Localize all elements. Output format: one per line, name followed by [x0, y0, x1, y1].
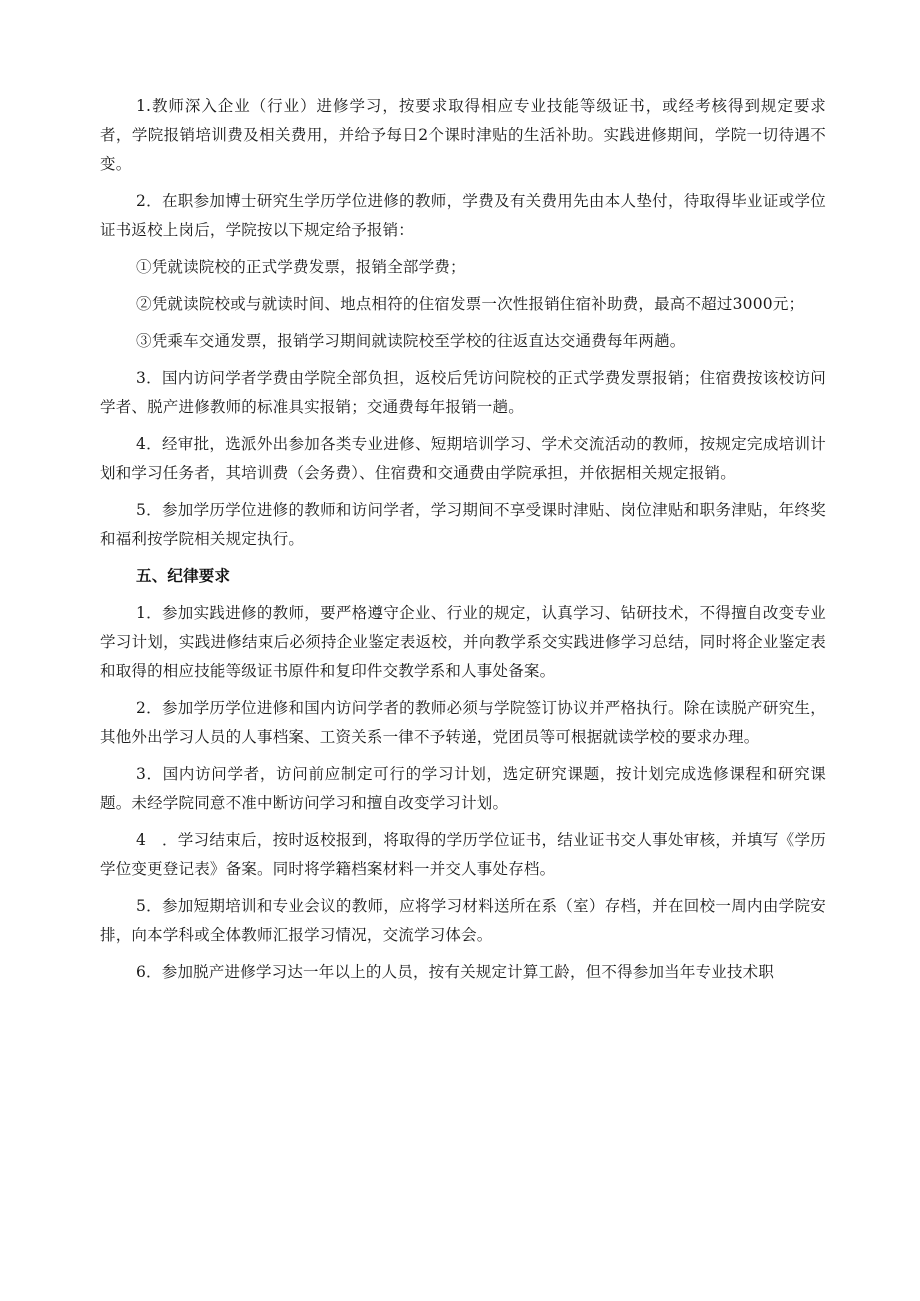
paragraph-4-3: 3．国内访问学者学费由学院全部负担，返校后凭访问院校的正式学费发票报销；住宿费按该校访问学者、脱产进修教师的标准具实报销；交通费每年报销一趟。: [100, 369, 826, 416]
paragraph-4-5: 5．参加学历学位进修的教师和访问学者，学习期间不享受课时津贴、岗位津贴和职务津贴，年终奖和福利按学院相关规定执行。: [100, 501, 826, 548]
paragraph-5-5: 5．参加短期培训和专业会议的教师，应将学习材料送所在系（室）存档，并在回校一周内由学院安排，向本学科或全体教师汇报学习情况，交流学习体会。: [100, 897, 826, 944]
paragraph-4-2-b: ②凭就读院校或与就读时间、地点相符的住宿发票一次性报销住宿补助费，最高不超过3000元；: [136, 295, 805, 313]
paragraph-4-2-a: ①凭就读院校的正式学费发票，报销全部学费；: [136, 258, 466, 276]
document-body: [100, 92, 826, 995]
paragraph-5-2: 2．参加学历学位进修和国内访问学者的教师必须与学院签订协议并严格执行。除在读脱产研究生，其他外出学习人员的人事档案、工资关系一律不予转递，党团员等可根据就读学校的要求办理。: [100, 699, 826, 746]
paragraph-5-1: 1．参加实践进修的教师，要严格遵守企业、行业的规定，认真学习、钻研技术，不得擅自改变专业学习计划，实践进修结束后必须持企业鉴定表返校，并向教学系交实践进修学习总结，同时将企业鉴定表和取得的相应技能等级证书原件和复印件交教学系和人事处备案。: [100, 604, 826, 680]
paragraph-4-1: 1.教师深入企业（行业）进修学习，按要求取得相应专业技能等级证书，或经考核得到规定要求者，学院报销培训费及相关费用，并给予每日2个课时津贴的生活补助。实践进修期间，学院一切待遇不变。: [100, 97, 826, 173]
paragraph-4-2: 2．在职参加博士研究生学历学位进修的教师，学费及有关费用先由本人垫付，待取得毕业证或学位证书返校上岗后，学院按以下规定给予报销：: [100, 192, 826, 239]
paragraph-5-4: 4 ．学习结束后，按时返校报到，将取得的学历学位证书，结业证书交人事处审核，并填写《学历学位变更登记表》备案。同时将学籍档案材料一并交人事处存档。: [100, 831, 826, 878]
paragraph-5-3: 3．国内访问学者，访问前应制定可行的学习计划，选定研究课题，按计划完成选修课程和研究课题。未经学院同意不准中断访问学习和擅自改变学习计划。: [100, 765, 826, 812]
paragraph-4-2-c: ③凭乘车交通发票，报销学习期间就读院校至学校的往返直达交通费每年两趟。: [136, 332, 686, 350]
section-heading-discipline: 五、纪律要求: [136, 567, 231, 585]
paragraph-5-6: 6．参加脱产进修学习达一年以上的人员，按有关规定计算工龄，但不得参加当年专业技术职: [136, 963, 775, 981]
paragraph-4-4: 4．经审批，选派外出参加各类专业进修、短期培训学习、学术交流活动的教师，按规定完成培训计划和学习任务者，其培训费（会务费）、住宿费和交通费由学院承担，并依据相关规定报销。: [100, 435, 826, 482]
